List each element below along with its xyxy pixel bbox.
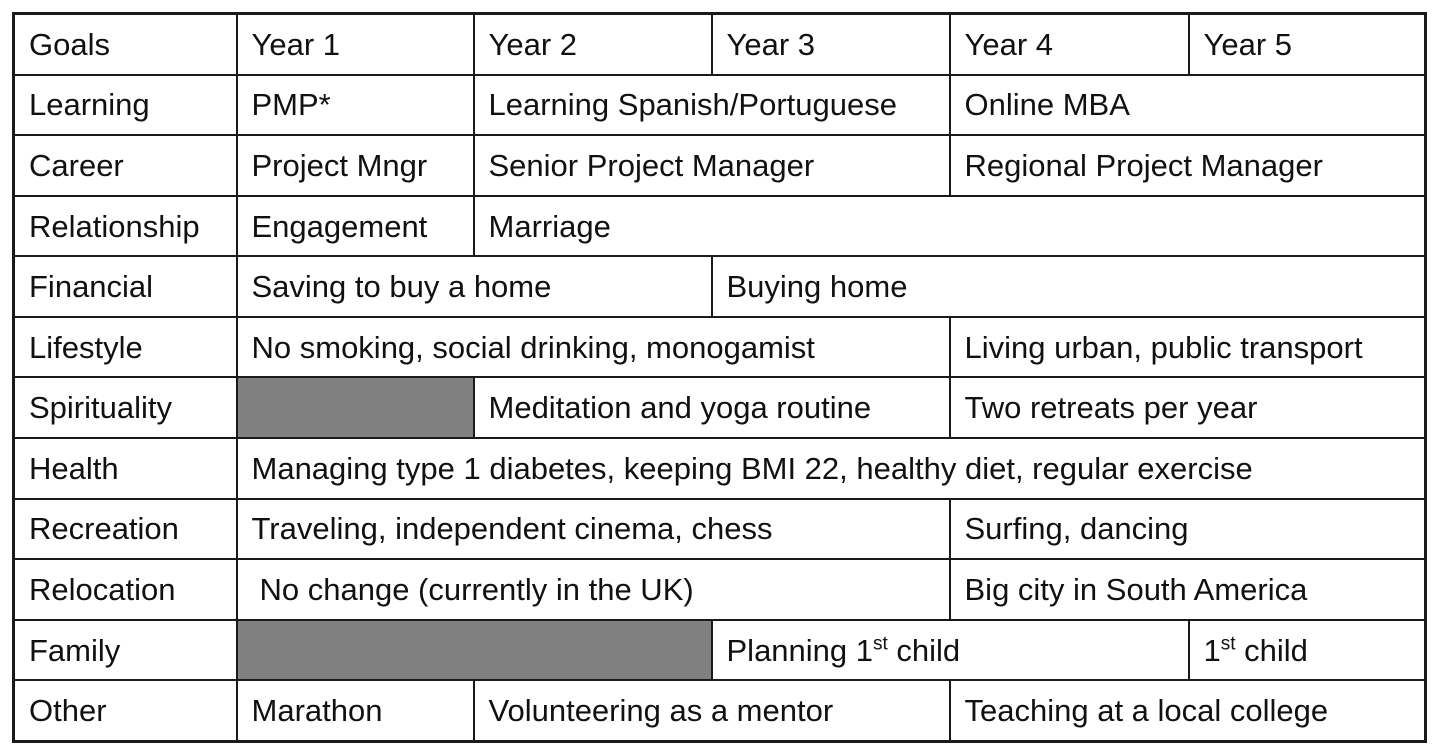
row-relocation [14,559,1426,620]
family-year-5-text: 1 [1203,632,1221,668]
goals-plan-table [12,12,1427,743]
learning-pmp: PMP* [237,75,474,136]
header-row [14,14,1426,75]
row-recreation [14,499,1426,560]
row-family [14,620,1426,681]
learning-languages: Learning Spanish/Portuguese [474,75,950,136]
row-label-learning: Learning [14,75,237,136]
lifestyle-year-1-3: No smoking, social drinking, monogamist [237,317,950,378]
other-year-2-3: Volunteering as a mentor [474,680,950,741]
relocation-year-1-3: No change (currently in the UK) [237,559,950,620]
row-career [14,135,1426,196]
row-label-lifestyle: Lifestyle [14,317,237,378]
learning-mba: Online MBA [950,75,1426,136]
row-label-health: Health [14,438,237,499]
row-label-other: Other [14,680,237,741]
spirituality-year-1-empty [237,377,474,438]
family-year-1-2-empty [237,620,712,681]
row-label-career: Career [14,135,237,196]
family-year-3-4-ordinal: st [873,633,888,655]
family-year-5-ordinal: st [1220,633,1236,655]
relocation-year-4-5: Big city in South America [950,559,1426,620]
header-year-5: Year 5 [1189,14,1426,75]
row-lifestyle [14,317,1426,378]
header-year-3: Year 3 [712,14,950,75]
family-year-5 [1189,620,1426,681]
health-year-1-5: Managing type 1 diabetes, keeping BMI 22, healthy diet, regular exercise [237,438,1426,499]
row-health [14,438,1426,499]
career-year-1: Project Mngr [237,135,474,196]
row-relationship [14,196,1426,257]
relationship-year-2-5: Marriage [474,196,1426,257]
family-year-3-4-suffix: child [887,632,961,668]
lifestyle-year-4-5: Living urban, public transport [950,317,1426,378]
header-year-1: Year 1 [237,14,474,75]
row-label-family: Family [14,620,237,681]
family-year-5-suffix: child [1235,632,1308,668]
row-other [14,680,1426,741]
family-year-3-4 [712,620,1189,681]
row-label-relationship: Relationship [14,196,237,257]
row-label-spirituality: Spirituality [14,377,237,438]
other-year-1: Marathon [237,680,474,741]
row-learning [14,75,1426,136]
financial-year-1-2: Saving to buy a home [237,256,712,317]
spirituality-year-4-5: Two retreats per year [950,377,1426,438]
row-label-relocation: Relocation [14,559,237,620]
other-year-4-5: Teaching at a local college [950,680,1426,741]
row-financial [14,256,1426,317]
header-goals: Goals [14,14,237,75]
career-year-2-3: Senior Project Manager [474,135,950,196]
career-year-4-5: Regional Project Manager [950,135,1426,196]
row-label-recreation: Recreation [14,499,237,560]
recreation-year-1-3: Traveling, independent cinema, chess [237,499,950,560]
recreation-year-4-5: Surfing, dancing [950,499,1426,560]
header-year-2: Year 2 [474,14,712,75]
family-year-3-4-text: Planning 1 [726,632,874,668]
row-spirituality [14,377,1426,438]
spirituality-year-2-3: Meditation and yoga routine [474,377,950,438]
header-year-4: Year 4 [950,14,1189,75]
relationship-year-1: Engagement [237,196,474,257]
row-label-financial: Financial [14,256,237,317]
financial-year-3-5: Buying home [712,256,1426,317]
